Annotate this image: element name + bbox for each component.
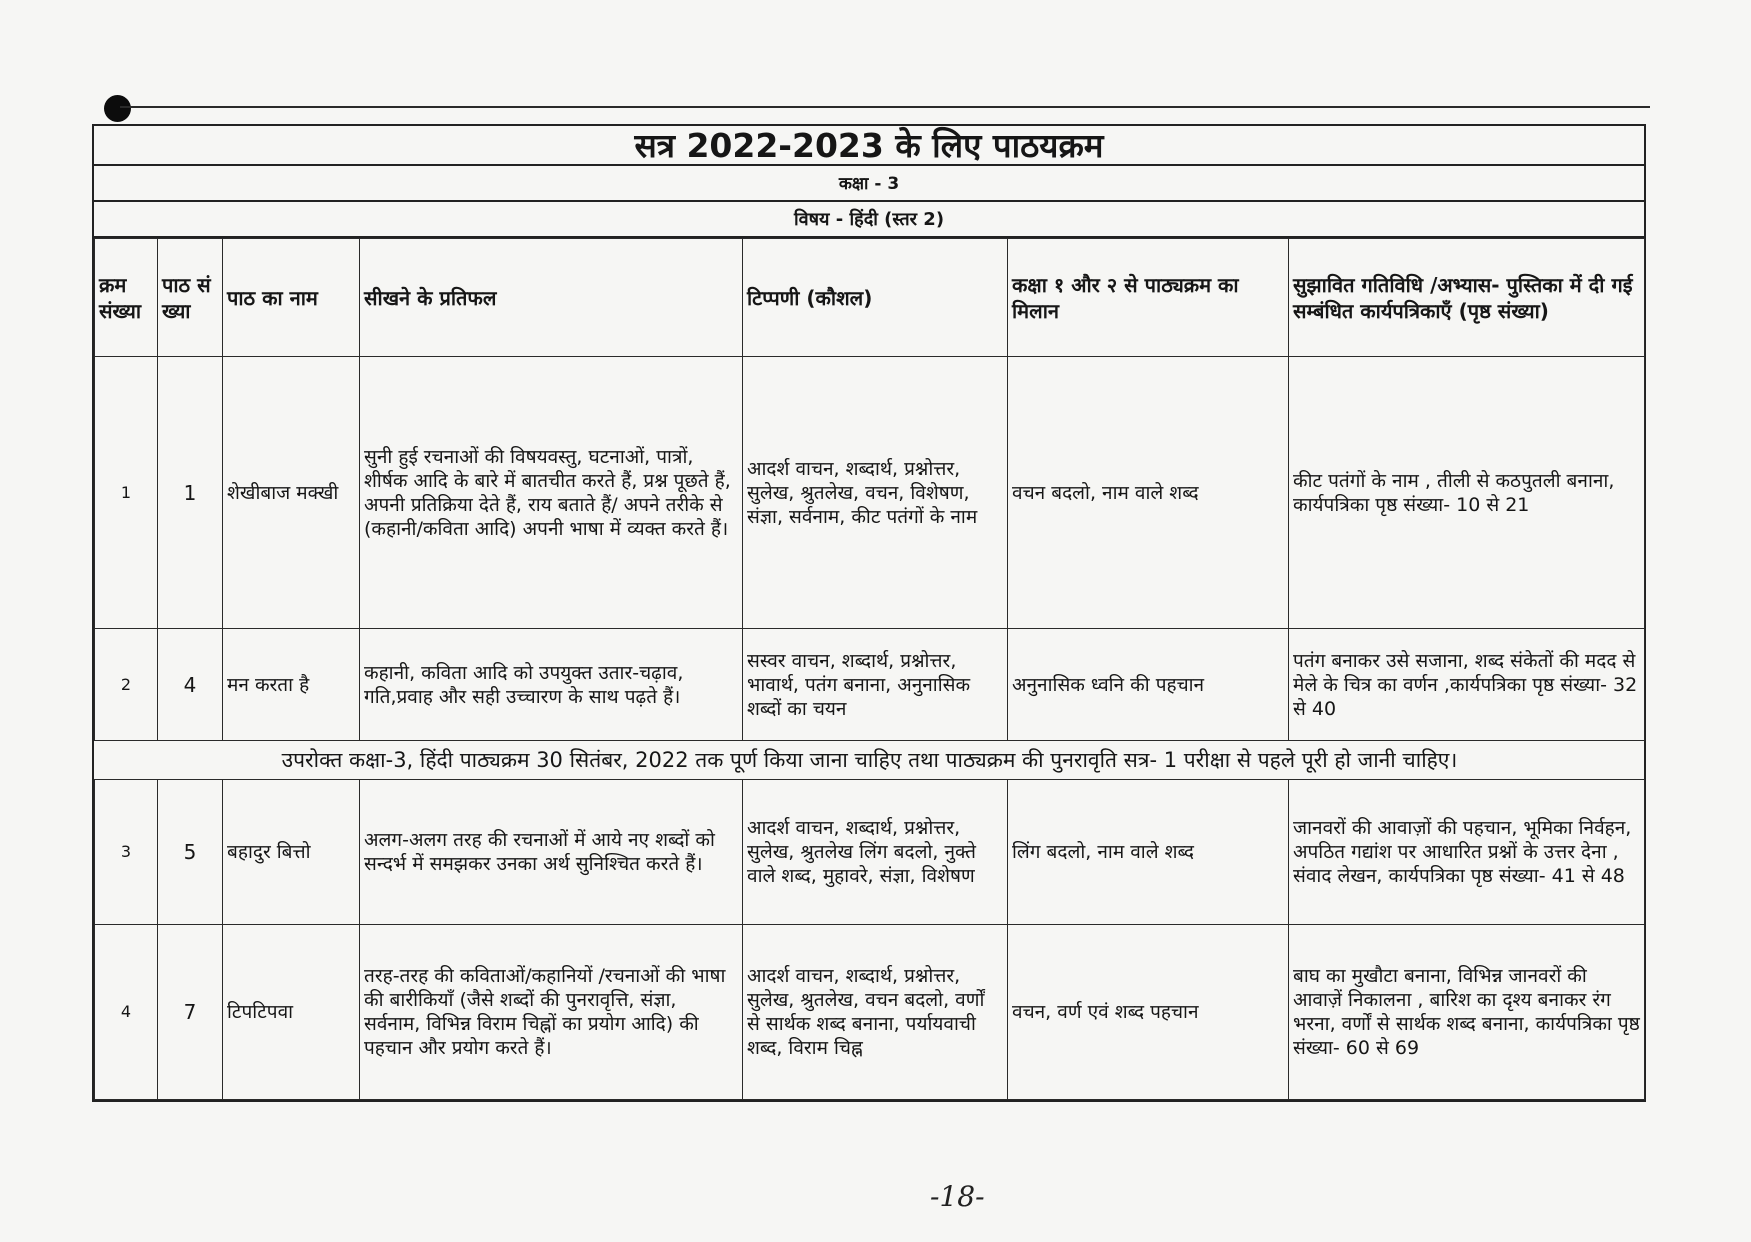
learning-outcomes: कहानी, कविता आदि को उपयुक्त उतार-चढ़ाव, गति,प्रवाह और सही उच्चारण के साथ पढ़ते हैं। [360,629,743,741]
activities: बाघ का मुखौटा बनाना, विभिन्न जानवरों की आवाज़ें निकालना , बारिश का दृश्य बनाकर रंग भरना, वर्णों से सार्थक शब्द बनाना, कार्यपत्रिका पृष्ठ संख्या- 60 से 69 [1289,925,1645,1100]
header-lesson-no: पाठ सं ख्या [158,239,223,357]
serial-no: 2 [95,629,158,741]
remarks: सस्वर वाचन, शब्दार्थ, प्रश्नोत्तर, भावार्थ, पतंग बनाना, अनुनासिक शब्दों का चयन [743,629,1008,741]
mapping: वचन, वर्ण एवं शब्द पहचान [1008,925,1289,1100]
class-line: कक्षा - 3 [94,166,1644,202]
remarks: आदर्श वाचन, शब्दार्थ, प्रश्नोत्तर, सुलेख, श्रुतलेख, वचन बदलो, वर्णों से सार्थक शब्द बनाना, पर्यायवाची शब्द, विराम चिह्न [743,925,1008,1100]
table-row [95,629,1645,741]
lesson-name: शेखीबाज मक्खी [223,357,360,629]
serial-no: 1 [95,357,158,629]
remarks: आदर्श वाचन, शब्दार्थ, प्रश्नोत्तर, सुलेख, श्रुतलेख लिंग बदलो, नुक्ते वाले शब्द, मुहावरे, संज्ञा, विशेषण [743,780,1008,925]
syllabus-sheet [92,124,1646,1102]
completion-note-row [95,741,1645,780]
header-activities: सुझावित गतिविधि /अभ्यास- पुस्तिका में दी गई सम्बंधित कार्यपत्रिकाएँ (पृष्ठ संख्या) [1289,239,1645,357]
header-lesson-name: पाठ का नाम [223,239,360,357]
subject-line: विषय - हिंदी (स्तर 2) [94,202,1644,238]
header-learning-outcomes: सीखने के प्रतिफल [360,239,743,357]
activities: कीट पतंगों के नाम , तीली से कठपुतली बनाना, कार्यपत्रिका पृष्ठ संख्या- 10 से 21 [1289,357,1645,629]
syllabus-table [94,238,1645,1100]
top-rule [120,106,1650,108]
punch-hole-mark [104,95,131,122]
lesson-name: मन करता है [223,629,360,741]
table-row [95,357,1645,629]
lesson-no: 5 [158,780,223,925]
header-mapping: कक्षा १ और २ से पाठ्यक्रम का मिलान [1008,239,1289,357]
serial-no: 3 [95,780,158,925]
mapping: वचन बदलो, नाम वाले शब्द [1008,357,1289,629]
lesson-no: 4 [158,629,223,741]
serial-no: 4 [95,925,158,1100]
learning-outcomes: तरह-तरह की कविताओं/कहानियों /रचनाओं की भाषा की बारीकियाँ (जैसे शब्दों की पुनरावृत्ति, संज्ञा, सर्वनाम, विभिन्न विराम चिह्नों का प्रयोग आदि) की पहचान और प्रयोग करते हैं। [360,925,743,1100]
lesson-no: 1 [158,357,223,629]
lesson-name: टिपटिपवा [223,925,360,1100]
page-title: सत्र 2022-2023 के लिए पाठयक्रम [94,126,1644,166]
lesson-no: 7 [158,925,223,1100]
mapping: लिंग बदलो, नाम वाले शब्द [1008,780,1289,925]
activities: पतंग बनाकर उसे सजाना, शब्द संकेतों की मदद से मेले के चित्र का वर्णन ,कार्यपत्रिका पृष्ठ संख्या- 32 से 40 [1289,629,1645,741]
learning-outcomes: सुनी हुई रचनाओं की विषयवस्तु, घटनाओं, पात्रों, शीर्षक आदि के बारे में बातचीत करते हैं, प्रश्न पूछते हैं, अपनी प्रतिक्रिया देते हैं, राय बताते हैं/ अपने तरीके से (कहानी/कविता आदि) अपनी भाषा में व्यक्त करते हैं। [360,357,743,629]
header-remarks: टिप्पणी (कौशल) [743,239,1008,357]
header-serial-no: क्रम संख्या [95,239,158,357]
table-row [95,925,1645,1100]
remarks: आदर्श वाचन, शब्दार्थ, प्रश्नोत्तर, सुलेख, श्रुतलेख, वचन, विशेषण, संज्ञा, सर्वनाम, कीट पतंगों के नाम [743,357,1008,629]
page-number: -18- [930,1180,985,1213]
table-header-row [95,239,1645,357]
mapping: अनुनासिक ध्वनि की पहचान [1008,629,1289,741]
lesson-name: बहादुर बित्तो [223,780,360,925]
completion-note: उपरोक्त कक्षा-3, हिंदी पाठ्यक्रम 30 सितंबर, 2022 तक पूर्ण किया जाना चाहिए तथा पाठ्यक्रम की पुनरावृति सत्र- 1 परीक्षा से पहले पूरी हो जानी चाहिए। [95,741,1645,780]
activities: जानवरों की आवाज़ों की पहचान, भूमिका निर्वहन, अपठित गद्यांश पर आधारित प्रश्नों के उत्तर देना , संवाद लेखन, कार्यपत्रिका पृष्ठ संख्या- 41 से 48 [1289,780,1645,925]
table-row [95,780,1645,925]
learning-outcomes: अलग-अलग तरह की रचनाओं में आये नए शब्दों को सन्दर्भ में समझकर उनका अर्थ सुनिश्चित करते हैं। [360,780,743,925]
